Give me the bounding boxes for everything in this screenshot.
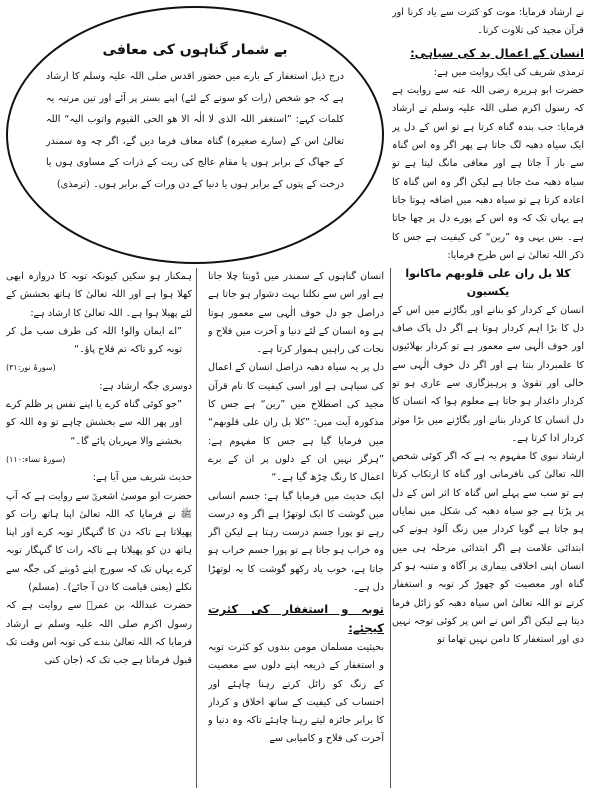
paragraph: نے ارشاد فرمایا: موت کو کثرت سے یاد کرنا اور قرآن مجید کی تلاوت کرنا۔: [392, 7, 584, 37]
oval-text: درج ذیل استغفار کے بارے میں حضور اقدس صلی اللہ علیہ وسلم کا ارشاد ہے کہ جو شخص (رات کو سونے کے لئے) اپنے بستر پر آئے اور تین مرتبہ یہ کلمات کہے: ”استغفر اللہ الذی لا الٰہ الا ھو الحی القیوم واتوب الیہ“ اللہ تعالیٰ اس کے (سارے صغیرہ) گناہ معاف فرما دیں گے، اگر چہ وہ سمندر کے جھاگ کے برابر ہوں یا مقام عالج کی ریت کے ذرات کے مساوی ہوں یا درخت کے پتوں کے برابر ہوں یا دنیا کے دن ورات کے برابر ہوں۔ (ترمذی): [46, 71, 344, 190]
reference: (سورۂ نور:۳۱): [6, 363, 56, 373]
paragraph: ارشاد نبوی کا مفہوم یہ ہے کہ اگر کوئی شخص اللہ تعالیٰ کی نافرمانی اور گناہ کا ارتکاب کرتا ہے تو سب سے پہلے اس گناہ کا اثر اس کے دل پر پڑتا ہے جو سیاہ دھبہ کی شکل میں نمایاں ہو جاتا ہے گویا کردار میں زنگ آلود ہونے کی ابتدائی علامت ہے اگر ابتدائی مرحلہ ہی میں انسان اپنی اخلاقی بیماری پر آگاہ و متنبہ ہو کر گناہ اور معصیت کو چھوڑ کر توبہ و استغفار کرتے تو اللہ تعالیٰ اس سیاہ دھبہ کو زائل فرما دیتا ہے لیکن اگر اس نے اس پر کوئی توجہ نہیں دی اور استغفار کا دامن نہیں تھاما تو: [392, 451, 584, 646]
section-heading: انسان کے اعمال بد کی سیاہی:: [410, 45, 584, 60]
paragraph: ہمکنار ہو سکیں کیونکہ توبہ کا دروازہ ابھی کھلا ہوا ہے اور اللہ تعالیٰ کا ہاتھ بخشش کے لئے پھیلا ہوا ہے۔ اللہ تعالیٰ کا ارشاد ہے:: [6, 271, 192, 319]
oval-title: بے شمار گناہوں کی معافی: [102, 42, 288, 58]
paragraph: ایک حدیث میں فرمایا گیا ہے: جسم انسانی میں گوشت کا ایک لوتھڑا ہے اگر وہ درست رہے تو پورا جسم درست رہتا ہے لیکن اگر وہ خراب ہو جاتا ہے تو پورا جسم خراب ہو جاتا ہے، خوب یاد رکھو گوشت کا یہ لوتھڑا دل ہے۔: [208, 490, 384, 594]
paragraph: انسان گناہوں کے سمندر میں ڈوبتا چلا جاتا ہے اور اس سے نکلنا بہت دشوار ہو جاتا ہے دراصل جو دل خوف الٰہی سے معمور ہوتا ہے وہ انسان کے لئے دنیا و آخرت میں فلاح و نجات کی راہیں ہموار کرتا ہے۔: [208, 271, 384, 356]
paragraph: ترمذی شریف کی ایک روایت میں ہے:: [433, 66, 584, 78]
column-right: [392, 4, 584, 788]
quote: ”اے ایمان والو! اللہ کی طرف سب مل کر توبہ کرو تاکہ تم فلاح پاؤ۔“: [6, 325, 182, 356]
oval-box: [6, 6, 384, 264]
paragraph: حضرت ابو ہریرہ رضی اللہ عنہ سے روایت ہے کہ رسول اکرم صلی اللہ علیہ وسلم نے ارشاد فرمایا: جب بندہ گناہ کرتا ہے تو اس کے دل پر ایک سیاہ دھبہ لگ جاتا ہے پھر اگر وہ اس گناہ سے باز آ جاتا ہے اور معافی مانگ لیتا ہے تو سیاہ دھبہ مٹ جاتا ہے لیکن اگر وہ اس گناہ کا اعادہ کرتا ہے تو سیاہ دھبہ میں اضافہ ہوتا جاتا ہے یہاں تک کہ وہ اس کے پورے دل پر چھا جاتا ہے۔ بس یہی وہ ”رین“ کی کیفیت ہے جس کا ذکر اللہ تعالیٰ نے اس طرح فرمایا:: [392, 85, 584, 261]
paragraph: بحیثیت مسلمان مومن بندوں کو کثرت توبہ و استغفار کے ذریعہ اپنے دلوں سے معصیت کے زنگ کو زائل کرتے رہنا چاہئے اور احتساب کی کیفیت کے ساتھ اخلاق و کردار کا برابر جائزہ لیتے رہنا چاہئے تاکہ وہ دنیا و آخرت کی فلاح و کامیابی سے: [208, 641, 384, 745]
paragraph: حضرت عبداللہ بن عمرؓ سے روایت ہے کہ رسول اکرم صلی اللہ علیہ وسلم نے ارشاد فرمایا کہ اللہ تعالیٰ بندے کی توبہ اس وقت تک قبول فرماتا ہے جب تک کہ (جان کنی: [6, 600, 192, 667]
column-left: [6, 268, 192, 788]
paragraph: حدیث شریف میں آیا ہے:: [92, 472, 192, 484]
column-divider: [390, 268, 391, 788]
column-divider: [196, 268, 197, 788]
paragraph: دل پر یہ سیاہ دھبہ دراصل انسان کے اعمال کی سیاہی ہے اور اسی کیفیت کا نام قرآن مجید کی اصطلاح میں ”رین“ ہے جس کا مذکورہ آیت میں: ”کلا بل ران علی قلوبھم“ میں فرمایا گیا ہے جس کا مفہوم ہے: ”ہرگز نہیں ان کے دلوں پر ان کے برے اعمال کا رنگ چڑھ گیا ہے۔“: [208, 362, 384, 484]
column-middle: [208, 268, 384, 788]
reference: (سورۂ نساء:۱۱۰): [6, 454, 66, 464]
paragraph: دوسری جگہ ارشاد ہے:: [99, 380, 192, 392]
paragraph: حضرت ابو موسیٰ اشعریؓ سے روایت ہے کہ آپ ﷺ نے فرمایا کہ اللہ تعالیٰ اپنا ہاتھ رات کو پھیلاتا ہے تاکہ دن کا گنہگار توبہ کرے اور اپنا ہاتھ دن کو پھیلاتا ہے تاکہ رات کا گنہگار توبہ کرے یہاں تک کہ سورج اپنے ڈوبنے کی جگہ سے نکلے (یعنی قیامت کا دن آ جائے)۔ (مسلم): [6, 490, 192, 594]
quote: ”جو کوئی گناہ کرے یا اپنے نفس پر ظلم کرے اور پھر اللہ سے بخشش چاہے تو وہ اللہ کو بخشنے والا مہربان پائے گا۔“: [6, 399, 182, 447]
section-heading: توبہ و استغفار کی کثرت کیجئے:: [208, 602, 384, 635]
arabic-verse: کلا بل ران علی قلوبھم ماکانوا یکسبون: [405, 267, 571, 299]
paragraph: انسان کے کردار کو بنانے اور بگاڑنے میں اس کے دل کا بڑا اہم کردار ہوتا ہے اگر دل پاک صاف اور خوف الٰہی سے معمور ہے تو کردار بھلائیوں کا علمبردار بنتا ہے اور اگر دل خوف الٰہی سے خالی اور تقویٰ و پرہیزگاری سے عاری ہو تو کردار داغدار ہو جاتا ہے معلوم ہوا کہ انسان کا دل انسان کا کردار بنانے اور بگاڑنے میں بڑا موثر کردار ادا کرتا ہے۔: [392, 304, 584, 444]
